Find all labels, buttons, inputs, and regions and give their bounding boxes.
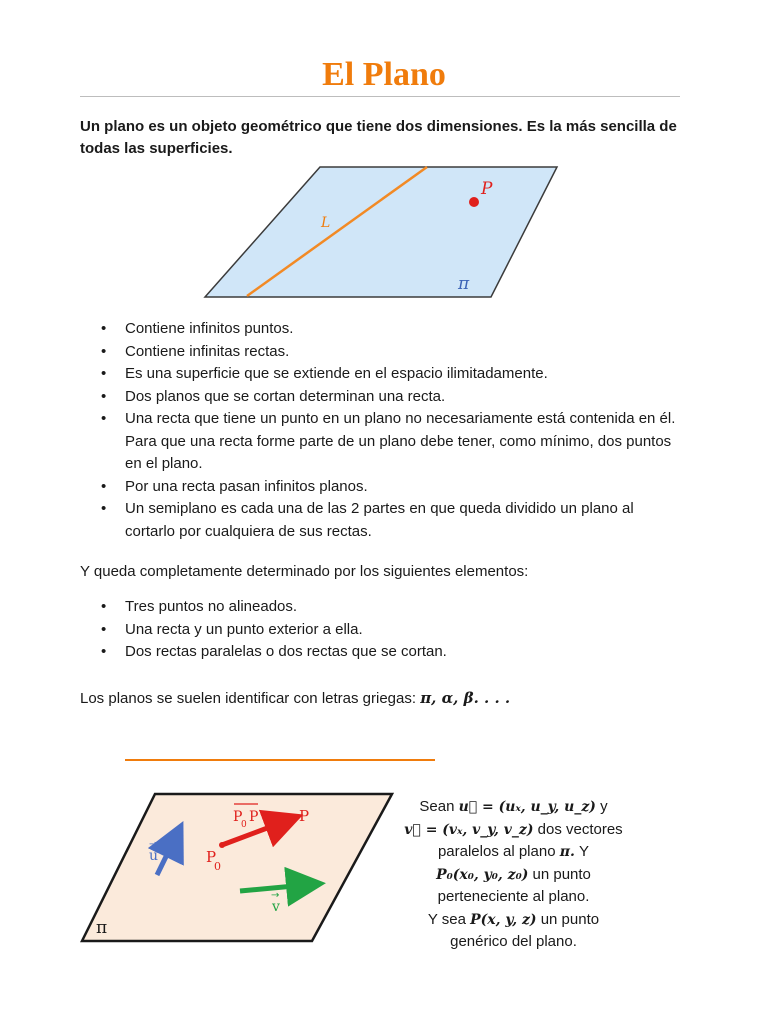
text: un punto — [532, 865, 591, 883]
text: Y — [579, 843, 590, 860]
intro-text: Un plano es un objeto geométrico que tiene dos dimensiones. Es la más sencilla de todas las superficies. — [80, 118, 677, 157]
properties-list — [80, 318, 680, 543]
vector-v-label: v — [272, 899, 280, 915]
plane-shape — [205, 167, 557, 297]
point-p-expression: P(x, y, z) — [470, 911, 537, 928]
vector-u-arrowhead-glyph: → — [149, 839, 158, 850]
vector-line-6 — [400, 909, 627, 932]
orange-divider — [125, 759, 435, 761]
text: Sean — [419, 798, 455, 815]
vector-u-expression: u⃗ = (uₓ, u_y, u_z) — [458, 799, 596, 815]
vector-v-arrowhead-glyph: → — [271, 890, 280, 901]
vector-p0p-label-sub: 0 — [241, 820, 247, 830]
determined-list — [80, 596, 680, 664]
vector-line-4 — [400, 864, 627, 887]
vector-p0p-label-p0: P — [233, 809, 243, 825]
vector-plane-diagram — [80, 785, 400, 945]
vector-u-label: u — [149, 848, 159, 864]
point-p0-label: P — [206, 848, 217, 866]
list-item: • Contiene infinitas rectas. — [80, 341, 680, 364]
page-title: El Plano — [322, 56, 446, 93]
greek-intro: Los planos se suelen identificar con letras griegas: — [80, 690, 417, 707]
list-item: • Contiene infinitos puntos. — [80, 318, 680, 341]
list-item: • Una recta que tiene un punto en un plano no necesariamente está contenida en él. Para que una recta forme parte de un plano debe tener, como mínimo, dos puntos en el plano. — [80, 408, 680, 476]
title-divider — [80, 96, 680, 97]
vector-v-expression: v⃗ = (vₓ, v_y, v_z) — [404, 821, 534, 838]
list-item: • Tres puntos no alineados. — [80, 596, 680, 619]
point-p0-subscript: 0 — [214, 860, 221, 873]
vector-description — [400, 796, 627, 954]
list-item: • Dos rectas paralelas o dos rectas que se cortan. — [80, 641, 680, 664]
vector-line-5: perteneciente al plano. — [437, 888, 590, 905]
text: y — [600, 798, 608, 815]
greek-letters-paragraph — [80, 689, 510, 707]
list-item: • Un semiplano es cada una de las 2 partes en que queda dividido un plano al cortarlo por cualquiera de sus rectas. — [80, 498, 680, 543]
text: paralelos al plano — [437, 843, 556, 860]
point-p-label: P — [299, 807, 310, 825]
text: dos vectores — [537, 820, 623, 838]
line-l-label: L — [321, 215, 331, 231]
point-p — [469, 197, 479, 207]
list-item: • Por una recta pasan infinitos planos. — [80, 476, 680, 499]
list-item: • Es una superficie que se extiende en el espacio ilimitadamente. — [80, 363, 680, 386]
list-item: • Una recta y un punto exterior a ella. — [80, 619, 680, 642]
plane-label-pi: π — [96, 918, 108, 938]
vector-line-1 — [400, 796, 627, 819]
vector-line-3 — [400, 841, 627, 864]
plane-label-pi: π — [458, 274, 470, 294]
determined-intro: Y queda completamente determinado por los siguientes elementos: — [80, 563, 529, 580]
text: un punto — [540, 910, 600, 928]
list-item: • Dos planos que se cortan determinan una recta. — [80, 386, 680, 409]
point-p-label: P — [481, 179, 493, 199]
plane-pi-symbol: π. — [559, 844, 575, 860]
point-p0-expression: P₀(x₀, y₀, z₀) — [436, 866, 529, 883]
vector-p0p-label-p: P — [249, 809, 259, 825]
text: Y sea — [427, 910, 466, 928]
vector-line-7: genérico del plano. — [450, 933, 577, 950]
plane-diagram — [195, 165, 565, 300]
greek-letters: π, α, β. . . . — [420, 689, 511, 707]
vector-line-2 — [400, 819, 627, 842]
point-p0 — [219, 842, 225, 848]
